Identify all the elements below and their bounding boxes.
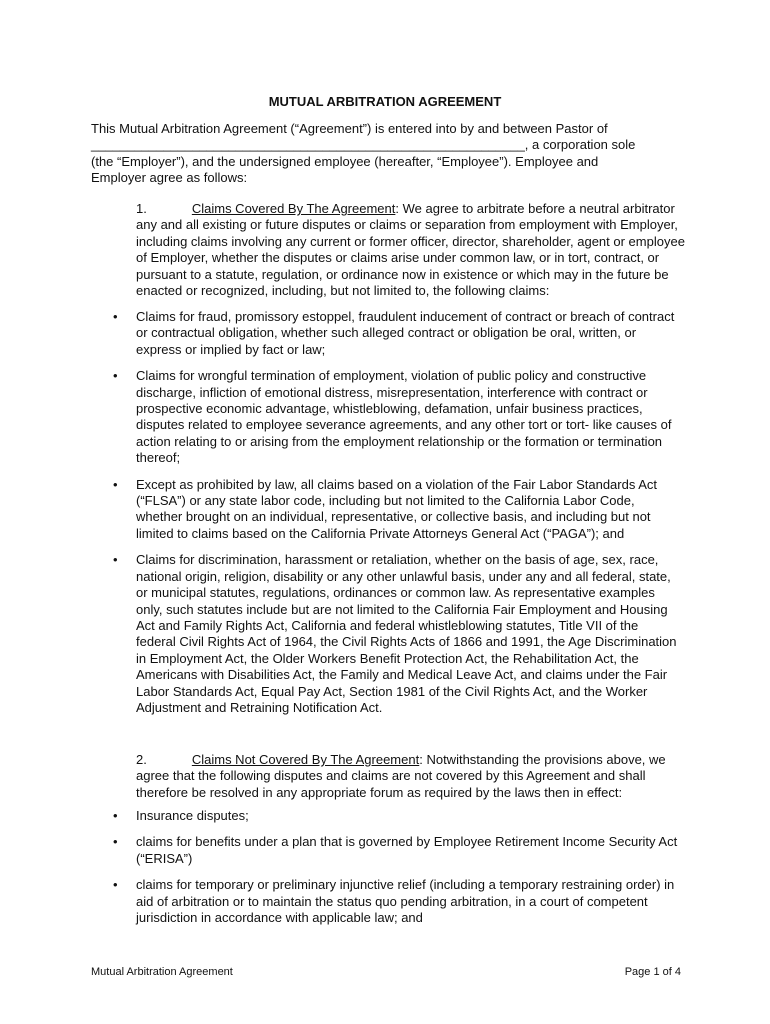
bullet-icon: • xyxy=(113,309,118,324)
intro-line: ____________________________________________________________, a corporation sole xyxy=(91,137,636,153)
list-item xyxy=(91,368,681,466)
covered-claims-list xyxy=(91,309,681,726)
list-item xyxy=(91,552,681,716)
section-1-number: 1. xyxy=(136,201,147,216)
footer-title: Mutual Arbitration Agreement xyxy=(91,966,233,978)
list-item-text: Claims for fraud, promissory estoppel, fraudulent inducement of contract or breach of contract or contractual obligation, whether such alleged contract or obligation be oral, written, or express or implied by fact or law; xyxy=(136,309,675,357)
intro-paragraph xyxy=(91,121,686,187)
page-footer xyxy=(91,964,681,980)
section-2-paragraph xyxy=(91,752,681,801)
section-2-heading: Claims Not Covered By The Agreement xyxy=(191,752,420,767)
page-number: Page 1 of 4 xyxy=(624,966,681,978)
document-title: MUTUAL ARBITRATION AGREEMENT xyxy=(268,94,502,109)
intro-line: (the “Employer”), and the undersigned employee (hereafter, “Employee”). Employee and xyxy=(91,153,599,169)
bullet-icon: • xyxy=(113,552,118,568)
list-item-text: claims for benefits under a plan that is governed by Employee Retirement Income Security Act (“ERISA”) xyxy=(136,834,678,866)
list-item xyxy=(91,309,681,358)
bullet-icon: • xyxy=(113,834,118,850)
intro-line: Employer agree as follows: xyxy=(91,170,248,186)
intro-line: This Mutual Arbitration Agreement (“Agreement”) is entered into by and between Pastor of xyxy=(91,121,608,136)
section-2-text: Notwithstanding the provisions above, we agree that the following disputes and claims are not covered by this Agreement and shall therefore be resolved in any appropriate forum as required by the laws then in effect: xyxy=(136,752,666,800)
list-item-text: Claims for discrimination, harassment or retaliation, whether on the basis of age, sex, race, national origin, religion, disability or any other unlawful basis, under any and all federal, state, or municipal statutes, regulations, ordinances or common law. As representative examples only, such statutes include but are not limited to the California Fair Employment and Housing Act and Family Rights Act, California and federal whistleblowing statutes, Title VII of the federal Civil Rights Act of 1964, the Civil Rights Acts of 1866 and 1991, the Age Discrimination in Employment Act, the Older Workers Benefit Protection Act, the Rehabilitation Act, the Americans with Disabilities Act, the Family and Medical Leave Act, and claims under the Fair Labor Standards Act, Equal Pay Act, Section 1981 of the Civil Rights Act, and the Worker Adjustment and Retraining Notification Act. xyxy=(136,552,677,715)
list-item xyxy=(91,477,681,543)
list-item xyxy=(91,877,681,926)
bullet-icon: • xyxy=(113,368,118,384)
list-item-text: Claims for wrongful termination of employment, violation of public policy and constructive discharge, infliction of emotional distress, misrepresentation, interference with contract or prospective economic advantage, whistleblowing, defamation, unfair business practices, disputes related to employee severance agreements, and any other tort or tort- like causes of action relating to or arising from the employment relationship or the formation or termination thereof; xyxy=(136,368,672,466)
section-1-heading: Claims Covered By The Agreement xyxy=(191,201,396,216)
bullet-icon: • xyxy=(113,476,118,492)
list-item xyxy=(91,808,681,824)
section-1-text: We agree to arbitrate before a neutral arbitrator any and all existing or future disputes or claims or separation from employment with Employer, including claims involving any current or former officer, director, shareholder, agent or employee of Employer, whether the disputes or claims arise under common law, or in tort, contract, or pursuant to a statute, regulation, or ordinance now in existence or which may in the future be enacted or recognized, including, but not limited to, the following claims: xyxy=(136,201,685,299)
list-item-text: claims for temporary or preliminary injunctive relief (including a temporary restraining order) in aid of arbitration or to maintain the status quo pending arbitration, in a court of competent jurisdiction in accordance with applicable law; and xyxy=(136,877,675,926)
section-1-paragraph xyxy=(91,201,686,299)
bullet-icon: • xyxy=(113,808,118,823)
list-item-text: Except as prohibited by law, all claims based on a violation of the Fair Labor Standards Act (“FLSA”) or any state labor code, including but not limited to the California Labor Code, whether brought on an individual, representative, or collective basis, and including but not limited to claims based on the California Private Attorneys General Act (“PAGA”); and xyxy=(136,476,658,541)
section-2-number: 2. xyxy=(136,752,147,767)
bullet-icon: • xyxy=(113,877,118,893)
section-1-colon: : xyxy=(395,201,399,216)
section-2-colon: : xyxy=(419,752,423,767)
list-item-text: Insurance disputes; xyxy=(136,808,249,823)
not-covered-claims-list xyxy=(91,808,681,936)
list-item xyxy=(91,834,681,867)
